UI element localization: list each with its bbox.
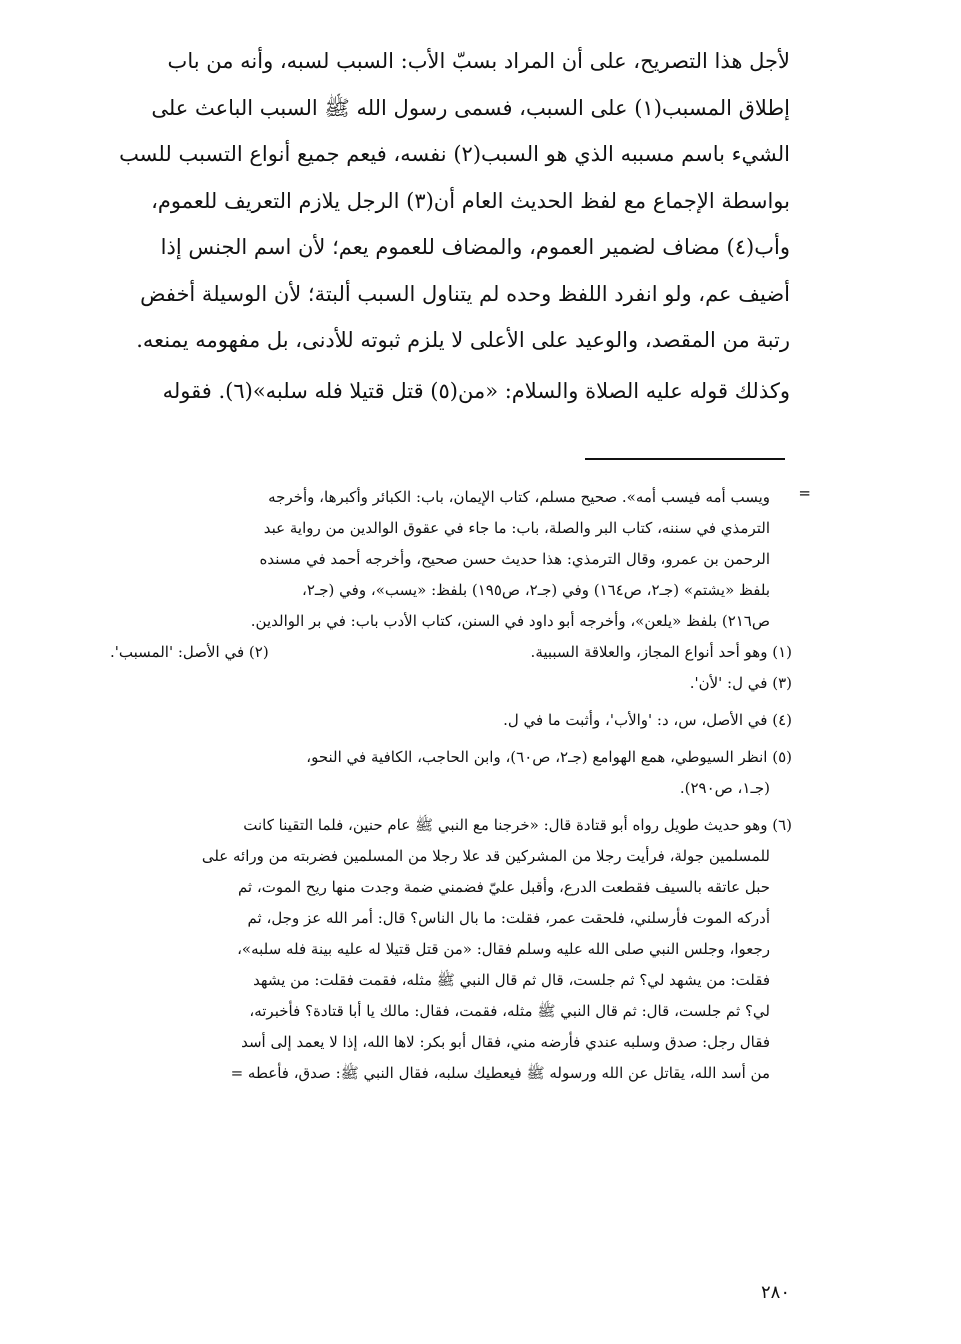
footnote-1: (١) وهو أحد أنواع المجاز، والعلاقة السببية.	[530, 643, 792, 661]
main-line: لأجل هذا التصريح، على أن المراد بسبّ الأب: السبب لسبه، وأنه من باب	[167, 49, 790, 73]
footnote-6-line: لي؟ ثم جلست، قال: ثم قال النبي ﷺ مثله، فقمت، فقال: مالك يا أبا قتادة؟ فأخبرته،	[249, 1002, 770, 1020]
footnote-6-line: (٦) وهو حديث طويل رواه أبو قتادة قال: «خرجنا مع النبي ﷺ عام حنين، فلما التقينا كانت	[243, 816, 792, 834]
footnote-6-line: من أسد الله، يقاتل عن الله ورسوله ﷺ فيعطيك سلبه، فقال النبي ﷺ: صدق، فأعطه =	[230, 1064, 770, 1082]
main-line: رتبة من المقصد، والوعيد على الأعلى لا يلزم ثبوته للأدنى، بل مفهومه يمنعه.	[136, 328, 790, 352]
footnote-5-line: (جـ١، ص٢٩٠).	[679, 779, 770, 797]
main-text	[70, 38, 790, 414]
footnote-continued-line: الرحمن بن عمرو، وقال الترمذي: هذا حديث حسن صحيح، وأخرجه أحمد في مسنده	[259, 550, 770, 568]
main-line: وأب(٤) مضاف لضمير العموم، والمضاف للعموم يعم؛ لأن اسم الجنس إذا	[160, 235, 790, 259]
footnote-row-1-2	[70, 637, 792, 668]
footnote-6-line: للمسلمين جولة، فرأيت رجلا من المشركين قد علا رجلا من المسلمين فضربته من ورائه على	[201, 847, 770, 865]
footnote-5-line: (٥) انظر السيوطي، همع الهوامع (جـ٢، ص٦٠)، وابن الحاجب، الكافية في النحو،	[306, 748, 792, 766]
footnote-4: (٤) في الأصل، س، د: 'والأب'، وأثبت ما في ل.	[503, 711, 792, 729]
main-line: بواسطة الإجماع مع لفظ الحديث العام أن(٣) الرجل يلازم التعريف للعموم،	[151, 188, 790, 213]
main-line: أضيف عم، ولو انفرد اللفظ وحده لم يتناول السبب ألبتة؛ لأن الوسيلة أخفض	[140, 281, 790, 306]
footnote-continued-line: الترمذي في سننه، كتاب البر والصلة، باب: ما جاء في عقوق الوالدين من رواية عبد	[263, 519, 770, 537]
footnote-6-line: رجعوا، وجلس النبي صلى الله عليه وسلم فقال: «من قتل قتيلا له عليه بينة فله سلبه»،	[237, 940, 770, 958]
footnote-2: (٢) في الأصل: 'المسبب'.	[110, 643, 269, 661]
continuation-mark: =	[798, 484, 811, 502]
footnote-6-line: فقال رجل: صدق وسلبه عندي فأرضه مني، فقال أبو بكر: لاها الله، إذا لا يعمد إلى أسد	[241, 1033, 770, 1051]
footnote-separator	[585, 458, 785, 460]
footnote-continued-line: ويسب أمه فيسب أمه». صحيح مسلم، كتاب الإيمان، باب: الكبائر وأكبرها، وأخرجه	[268, 488, 770, 506]
footnote-6-line: حبل عاتقه بالسيف فقطعت الدرع، وأقبل عليّ فضمني ضمة وجدت منها ريح الموت، ثم	[237, 878, 770, 896]
footnote-3: (٣) في ل: 'لأن'.	[689, 674, 792, 692]
footnote-6-line: فقلت: من يشهد لي؟ ثم جلست، قال ثم قال النبي ﷺ مثله، فقمت فقلت: من يشهد	[253, 971, 770, 989]
footnote-6-line: أدركه الموت فأرسلني، فلحقت عمر، فقلت: ما بال الناس؟ قال: أمر الله عز وجل، ثم	[247, 909, 770, 927]
footnote-continued-line: ص٢١٦) بلفظ «يلعن»، وأخرجه أبو داود في السنن، كتاب الأدب باب: في بر الوالدين.	[250, 612, 770, 630]
footnotes	[70, 482, 792, 1089]
main-line: إطلاق المسبب(١) على السبب، فسمى رسول الله ﷺ السبب الباعث على	[151, 95, 790, 120]
page-number: ٢٨٠	[760, 1282, 790, 1303]
main-line: الشيء باسم مسببه الذي هو السبب(٢) نفسه، فيعم جميع أنواع التسبب للسب	[119, 142, 790, 166]
footnote-continued-line: بلفظ «يشتم» (جـ٢، ص١٦٤) وفي (جـ٢، ص١٩٥) بلفظ: «يسب»، وفي (جـ٢،	[301, 581, 770, 599]
main-paragraph-2: وكذلك قوله عليه الصلاة والسلام: «من(٥) قتل قتيلا فله سلبه»(٦). فقوله	[162, 378, 790, 403]
